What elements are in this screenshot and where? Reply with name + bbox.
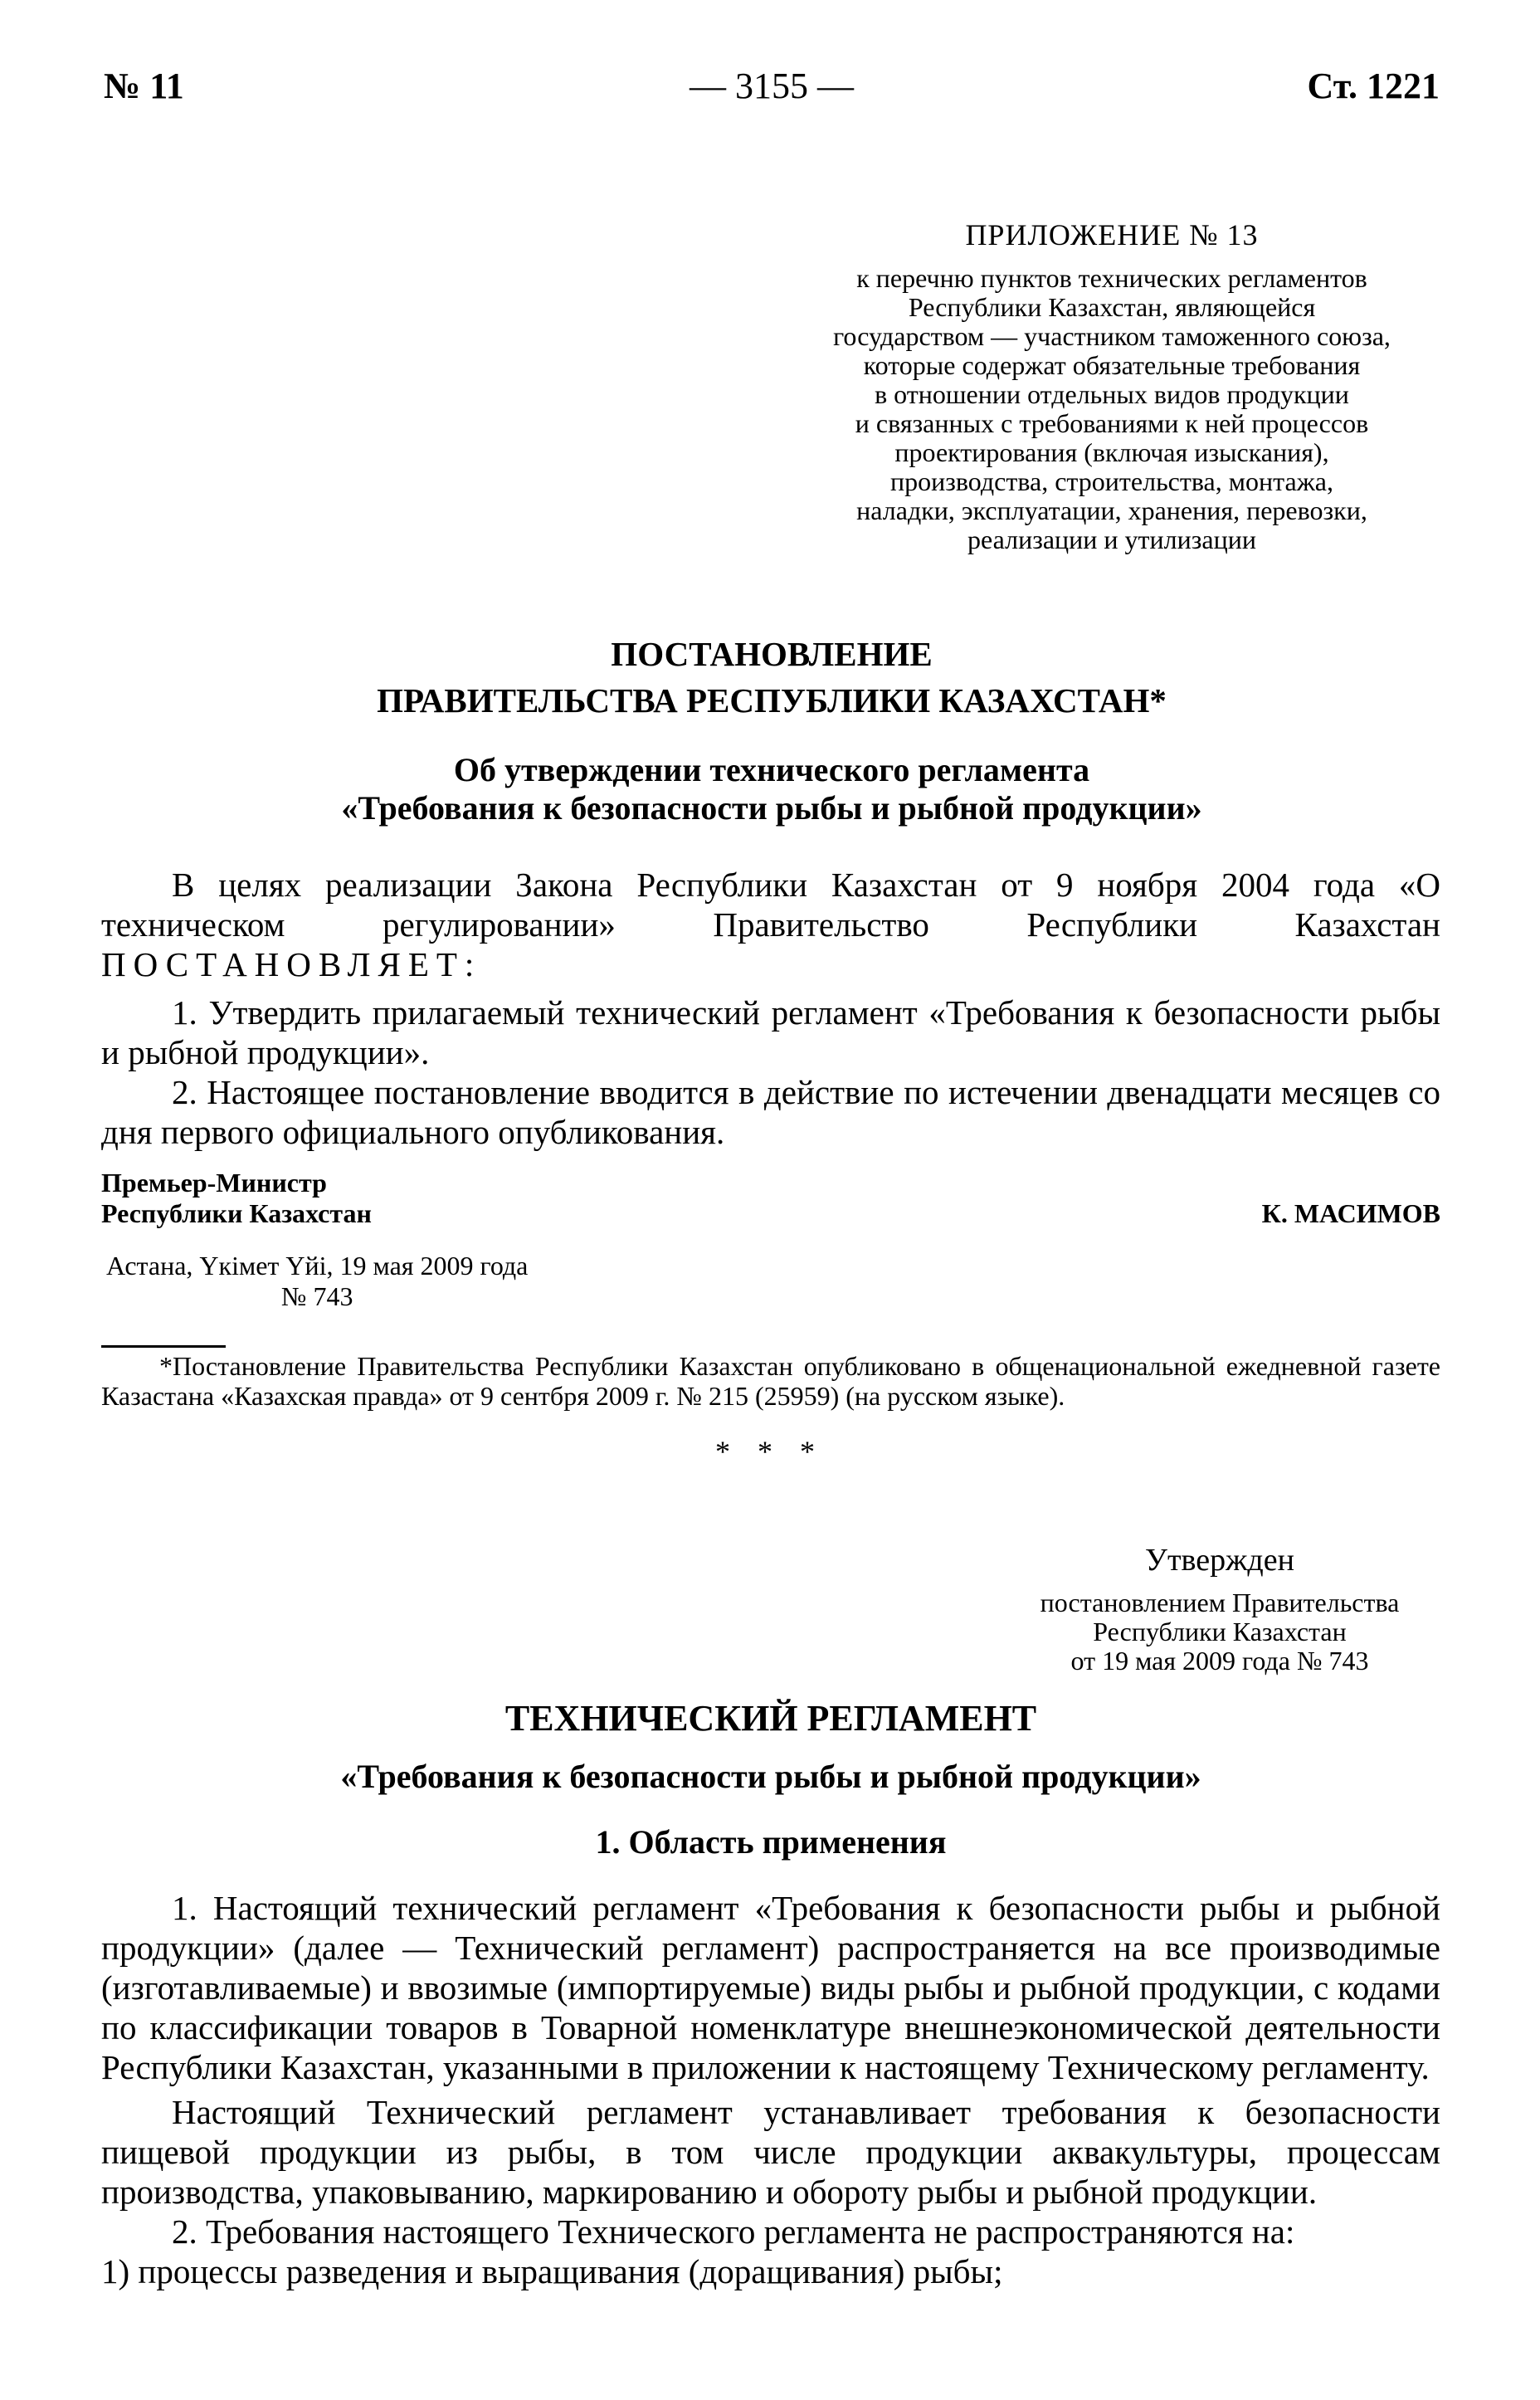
decree-title bbox=[104, 631, 1440, 724]
place-date: Астана, Үкімет Үйі, 19 мая 2009 года bbox=[106, 1251, 529, 1280]
signatory-position-line: Республики Казахстан bbox=[101, 1198, 372, 1228]
page-number: — 3155 — bbox=[690, 66, 854, 106]
approved-title: Утвержден bbox=[1145, 1543, 1294, 1578]
approved-line: Республики Казахстан bbox=[1093, 1617, 1347, 1646]
regulation-subtitle: «Требования к безопасности рыбы и рыбной продукции» bbox=[340, 1758, 1201, 1795]
regulation-paragraph: Настоящий Технический регламент устанавливает требования к безопасности пищевой продукции из рыбы, в том числе продукции аквакультуры, процессам производства, упаковыванию, маркированию и обороту рыбы и рыбной продукции. bbox=[101, 2093, 1440, 2211]
regulation-body bbox=[101, 1888, 1440, 2291]
section-separator: * * * bbox=[715, 1435, 825, 1468]
regulation-paragraph: 1. Настоящий технический регламент «Требования к безопасности рыбы и рыбной продукции» (далее — Технический регламент) распространяется на все производимые (изготавливаемые) и ввозимые (импортируемые) виды рыбы и рыбной продукции, с кодами по классификации товаров в Товарной номенклатуре внешнеэкономической деятельности Республики Казахстан, указанными в приложении к настоящему Техническому регламенту. bbox=[101, 1889, 1440, 2086]
footnote bbox=[101, 1351, 1440, 1411]
section-title: 1. Область применения bbox=[595, 1823, 947, 1861]
appendix-line: проектирования (включая изыскания), bbox=[894, 437, 1329, 467]
decree-subtitle-line: Об утверждении технического регламента bbox=[453, 751, 1090, 788]
issue-number: № 11 bbox=[104, 66, 184, 106]
appendix-line: наладки, эксплуатации, хранения, перевозки, bbox=[856, 495, 1367, 525]
decree-subtitle-line: «Требования к безопасности рыбы и рыбной продукции» bbox=[341, 789, 1202, 827]
preamble-text: В целях реализации Закона Республики Казахстан от 9 ноября 2004 года «О техническом регулировании» Правительство Республики Казахстан bbox=[101, 866, 1440, 944]
preamble-paragraph bbox=[101, 865, 1440, 984]
signatory-position bbox=[101, 1168, 1440, 1229]
approved-block bbox=[996, 1542, 1444, 1676]
appendix-line: производства, строительства, монтажа, bbox=[889, 466, 1333, 496]
footnote-divider bbox=[101, 1345, 226, 1348]
regulation-paragraph: 2. Требования настоящего Технического регламента не распространяются на: bbox=[172, 2212, 1295, 2251]
decree-number: № 743 bbox=[280, 1281, 353, 1311]
page-header bbox=[104, 65, 1440, 123]
decree-item-1: 1. Утвердить прилагаемый технический регламент «Требования к безопасности рыбы и рыбной продукции». bbox=[101, 993, 1440, 1071]
appendix-line: в отношении отдельных видов продукции bbox=[875, 379, 1349, 409]
decree-item-2: 2. Настоящее постановление вводится в действие по истечении двенадцати месяцев со дня первого официального опубликования. bbox=[101, 1073, 1440, 1151]
appendix-line: к перечню пунктов технических регламентов bbox=[856, 263, 1367, 293]
appendix-line: реализации и утилизации bbox=[967, 524, 1256, 554]
regulation-paragraph: 1) процессы разведения и выращивания (доращивания) рыбы; bbox=[101, 2252, 1003, 2290]
decree-title-line: ПОСТАНОВЛЕНИЕ bbox=[611, 635, 933, 673]
signatory-position-line: Премьер-Министр bbox=[101, 1168, 327, 1198]
place-date-block bbox=[106, 1251, 528, 1312]
appendix-text bbox=[772, 264, 1452, 554]
appendix-line: которые содержат обязательные требования bbox=[863, 350, 1361, 380]
article-number: Ст. 1221 bbox=[1307, 66, 1440, 106]
resolves-word: ПОСТАНОВЛЯЕТ: bbox=[101, 945, 482, 983]
footnote-text: *Постановление Правительства Республики Казахстан опубликовано в общенациональной ежедневной газете Казастана «Казахская правда» от 9 сентбря 2009 г. № 215 (25959) (на русском языке). bbox=[101, 1351, 1440, 1411]
approved-line: от 19 мая 2009 года № 743 bbox=[1070, 1646, 1369, 1676]
signatory-name: К. МАСИМОВ bbox=[1261, 1198, 1440, 1228]
appendix-line: Республики Казахстан, являющейся bbox=[908, 292, 1316, 322]
appendix-title: ПРИЛОЖЕНИЕ № 13 bbox=[965, 218, 1259, 251]
approved-line: постановлением Правительства bbox=[1040, 1588, 1400, 1617]
appendix-line: государством — участником таможенного союза, bbox=[833, 321, 1391, 351]
appendix-line: и связанных с требованиями к ней процессов bbox=[855, 408, 1369, 438]
appendix-block bbox=[772, 217, 1452, 554]
approved-text bbox=[996, 1588, 1444, 1676]
decree-body bbox=[101, 865, 1440, 1152]
decree-subtitle bbox=[104, 751, 1440, 827]
decree-title-line: ПРАВИТЕЛЬСТВА РЕСПУБЛИКИ КАЗАХСТАН* bbox=[377, 681, 1167, 720]
regulation-title: ТЕХНИЧЕСКИЙ РЕГЛАМЕНТ bbox=[504, 1698, 1037, 1739]
signature-block bbox=[101, 1168, 1440, 1229]
